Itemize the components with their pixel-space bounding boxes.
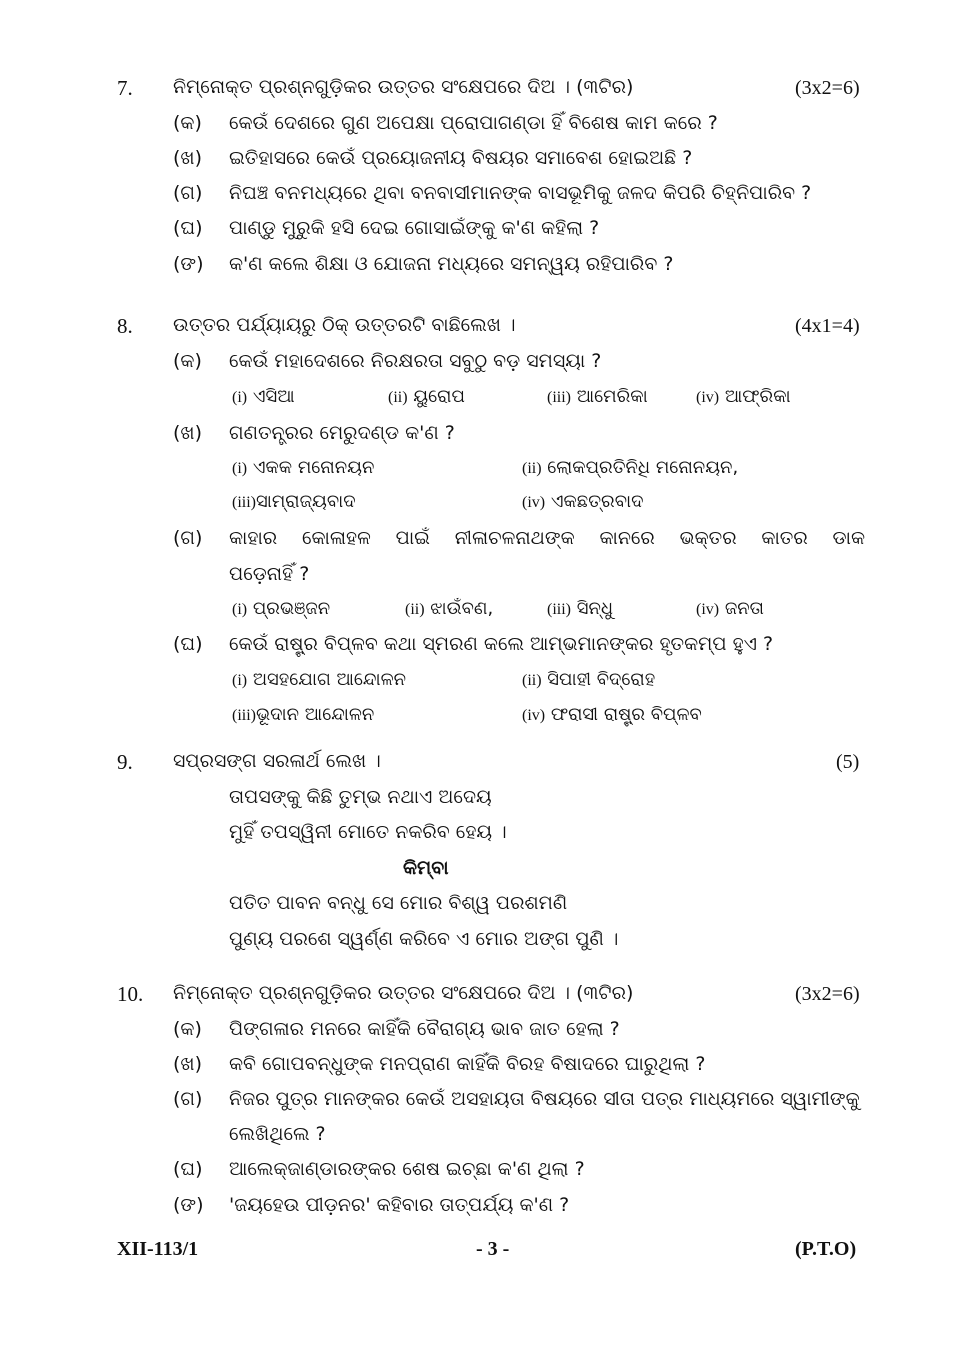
q10-item-label: (ଗ) <box>173 1088 203 1110</box>
q10-item-label: (ଖ) <box>173 1053 203 1075</box>
question-8-text: ଉତ୍ତର ପର୍ଯ୍ୟାୟରୁ ଠିକ୍ ଉତ୍ତରଟି ବାଛିଲେଖ । <box>173 314 516 336</box>
q8-d-text: କେଉଁ ରାଷ୍ଟ୍ର ବିପ୍ଳବ କଥା ସ୍ମରଣ କଲେ ଆମ୍ଭମାନଙ୍କର ହୃତକମ୍ପ ହୁଏ ? <box>229 633 774 655</box>
question-9-marks: (5) <box>836 751 860 773</box>
q7-item-text: ଇତିହାସରେ କେଉଁ ପ୍ରୟୋଜନୀୟ ବିଷୟର ସମାବେଶ ହୋଇଅଛି ? <box>229 147 693 169</box>
question-7-marks: (3x2=6) <box>795 77 860 99</box>
q8-c-text-continued: ପଡ଼େନାହିଁ ? <box>229 563 310 585</box>
q10-item-text: ଆଲେକ୍ଜାଣ୍ଡାରଙ୍କର ଶେଷ ଇଚ୍ଛା କ'ଣ ଥିଲା ? <box>229 1158 585 1180</box>
q7-item-text: ନିଘଞ୍ଚ ବନମଧ୍ୟରେ ଥିବା ବନବାସୀମାନଙ୍କ ବାସଭୂମିକୁ ଜଳଦ କିପରି ଚିହ୍ନିପାରିବ ? <box>229 182 812 204</box>
q8-c-text: କାହାର କୋଳାହଳ ପାଇଁ ନୀଳାଚଳନାଥଙ୍କ କାନରେ ଭକ୍ତର କାତର ଡାକ <box>229 527 865 549</box>
q8-b-option: (iii)ସାମ୍ରାଜ୍ୟବାଦ <box>232 491 356 512</box>
paper-code: XII-113/1 <box>117 1238 199 1260</box>
question-7-text: ନିମ୍ନୋକ୍ତ ପ୍ରଶ୍ନଗୁଡ଼ିକର ଉତ୍ତର ସଂକ୍ଷେପରେ ଦିଅ । (୩ଟିର) <box>173 76 634 98</box>
q8-d-option: (iii)ଭୂଦାନ ଆନ୍ଦୋଳନ <box>232 704 375 725</box>
question-8-number: 8. <box>117 314 133 338</box>
q7-item-label: (କ) <box>173 112 202 134</box>
q7-item-text: ପାଣ୍ଡୁ ମୁରୁକି ହସି ଦେଇ ଗୋସାଇଁଙ୍କୁ କ'ଣ କହିଲା ? <box>229 217 600 239</box>
q7-item-label: (ଖ) <box>173 147 203 169</box>
question-10-marks: (3x2=6) <box>795 983 860 1005</box>
question-9-text: ସପ୍ରସଙ୍ଗ ସରଳାର୍ଥ ଲେଖ । <box>173 750 381 772</box>
q8-c-option: (iii) ସିନ୍ଧୁ <box>547 598 614 619</box>
please-turn-over: (P.T.O) <box>795 1238 857 1260</box>
verse-line: ମୁହିଁ ତପସ୍ୱିନୀ ମୋତେ ନକରିବ ହେୟ । <box>229 821 507 843</box>
q10-item-label: (ଘ) <box>173 1158 203 1180</box>
q7-item-label: (ଗ) <box>173 182 203 204</box>
q10-item-text: ପିଙ୍ଗଳାର ମନରେ କାହିଁକି ବୈରାଗ୍ୟ ଭାବ ଜାତ ହେଲା ? <box>229 1018 620 1040</box>
q8-b-option: (i) ଏକକ ମନୋନୟନ <box>232 457 375 478</box>
q8-c-option: (i) ପ୍ରଭଞ୍ଜନ <box>232 598 331 619</box>
q8-c-option: (iv) ଜନତା <box>696 598 764 619</box>
verse-line: ପୁଣ୍ୟ ପରଶେ ସ୍ୱର୍ଣ୍ଣ କରିବେ ଏ ମୋର ଅଙ୍ଗ ପୁଣି । <box>229 928 619 950</box>
question-7-number: 7. <box>117 76 133 100</box>
q8-d-option: (i) ଅସହଯୋଗ ଆନ୍ଦୋଳନ <box>232 669 407 690</box>
q8-c-option: (ii) ଝାଉଁବଣ, <box>405 598 494 619</box>
q8-a-label: (କ) <box>173 350 202 372</box>
q10-item-text: 'ଜୟହେଉ ପୀଡ଼ନର' କହିବାର ତାତ୍ପର୍ଯ୍ୟ କ'ଣ ? <box>229 1194 570 1216</box>
question-9-number: 9. <box>117 750 133 774</box>
q7-item-label: (ଙ) <box>173 253 204 275</box>
q8-b-text: ଗଣତନ୍ତ୍ରର ମେରୁଦଣ୍ଡ କ'ଣ ? <box>229 422 455 444</box>
verse-line: ପତିତ ପାବନ ବନ୍ଧୁ ସେ ମୋର ବିଶ୍ୱ ପରଶମଣି <box>229 892 568 914</box>
q10-item-label: (ଙ) <box>173 1194 204 1216</box>
question-10-number: 10. <box>117 982 144 1006</box>
q7-item-text: କେଉଁ ଦେଶରେ ଗୁଣ ଅପେକ୍ଷା ପ୍ରୋପାଗଣ୍ଡା ହିଁ ବିଶେଷ କାମ କରେ ? <box>229 112 718 134</box>
page-number: - 3 - <box>476 1238 510 1260</box>
q8-c-label: (ଗ) <box>173 527 203 549</box>
or-label: କିମ୍ବା <box>403 857 449 879</box>
q8-d-option: (iv) ଫରାସୀ ରାଷ୍ଟ୍ର ବିପ୍ଳବ <box>522 704 702 725</box>
q10-item-text: ନିଜର ପୁତ୍ର ମାନଙ୍କର କେଉଁ ଅସହାୟତା ବିଷୟରେ ସୀତା ପତ୍ର ମାଧ୍ୟମରେ ସ୍ୱାମୀଙ୍କୁ <box>229 1088 860 1110</box>
q10-item-text: କବି ଗୋପବନ୍ଧୁଙ୍କ ମନପ୍ରାଣ କାହିଁକି ବିରହ ବିଷାଦରେ ଘାରୁଥିଲା ? <box>229 1053 706 1075</box>
q8-a-option: (iv) ଆଫ୍ରିକା <box>696 386 791 407</box>
q10-item-text-continued: ଲେଖିଥିଲେ ? <box>229 1123 326 1145</box>
q8-b-label: (ଖ) <box>173 422 203 444</box>
q10-item-label: (କ) <box>173 1018 202 1040</box>
q8-a-option: (i) ଏସିଆ <box>232 386 295 407</box>
q7-item-text: କ'ଣ କଲେ ଶିକ୍ଷା ଓ ଯୋଜନା ମଧ୍ୟରେ ସମନ୍ୱୟ ରହିପାରିବ ? <box>229 253 674 275</box>
question-10-text: ନିମ୍ନୋକ୍ତ ପ୍ରଶ୍ନଗୁଡ଼ିକର ଉତ୍ତର ସଂକ୍ଷେପରେ ଦିଅ । (୩ଟିର) <box>173 982 634 1004</box>
q8-d-option: (ii) ସିପାହୀ ବିଦ୍ରୋହ <box>522 669 656 690</box>
verse-line: ତାପସଙ୍କୁ କିଛି ତୁମ୍ଭ ନଥାଏ ଅଦେୟ <box>229 786 492 808</box>
q8-b-option: (ii) ଲୋକପ୍ରତିନିଧି ମନୋନୟନ, <box>522 457 739 478</box>
q8-d-label: (ଘ) <box>173 633 203 655</box>
q8-a-text: କେଉଁ ମହାଦେଶରେ ନିରକ୍ଷରତା ସବୁଠୁ ବଡ଼ ସମସ୍ୟା ? <box>229 350 602 372</box>
q8-a-option: (ii) ୟୁରୋପ <box>388 386 465 407</box>
q8-b-option: (iv) ଏକଛତ୍ରବାଦ <box>522 491 644 512</box>
q7-item-label: (ଘ) <box>173 217 203 239</box>
question-8-marks: (4x1=4) <box>795 315 860 337</box>
q8-a-option: (iii) ଆମେରିକା <box>547 386 648 407</box>
